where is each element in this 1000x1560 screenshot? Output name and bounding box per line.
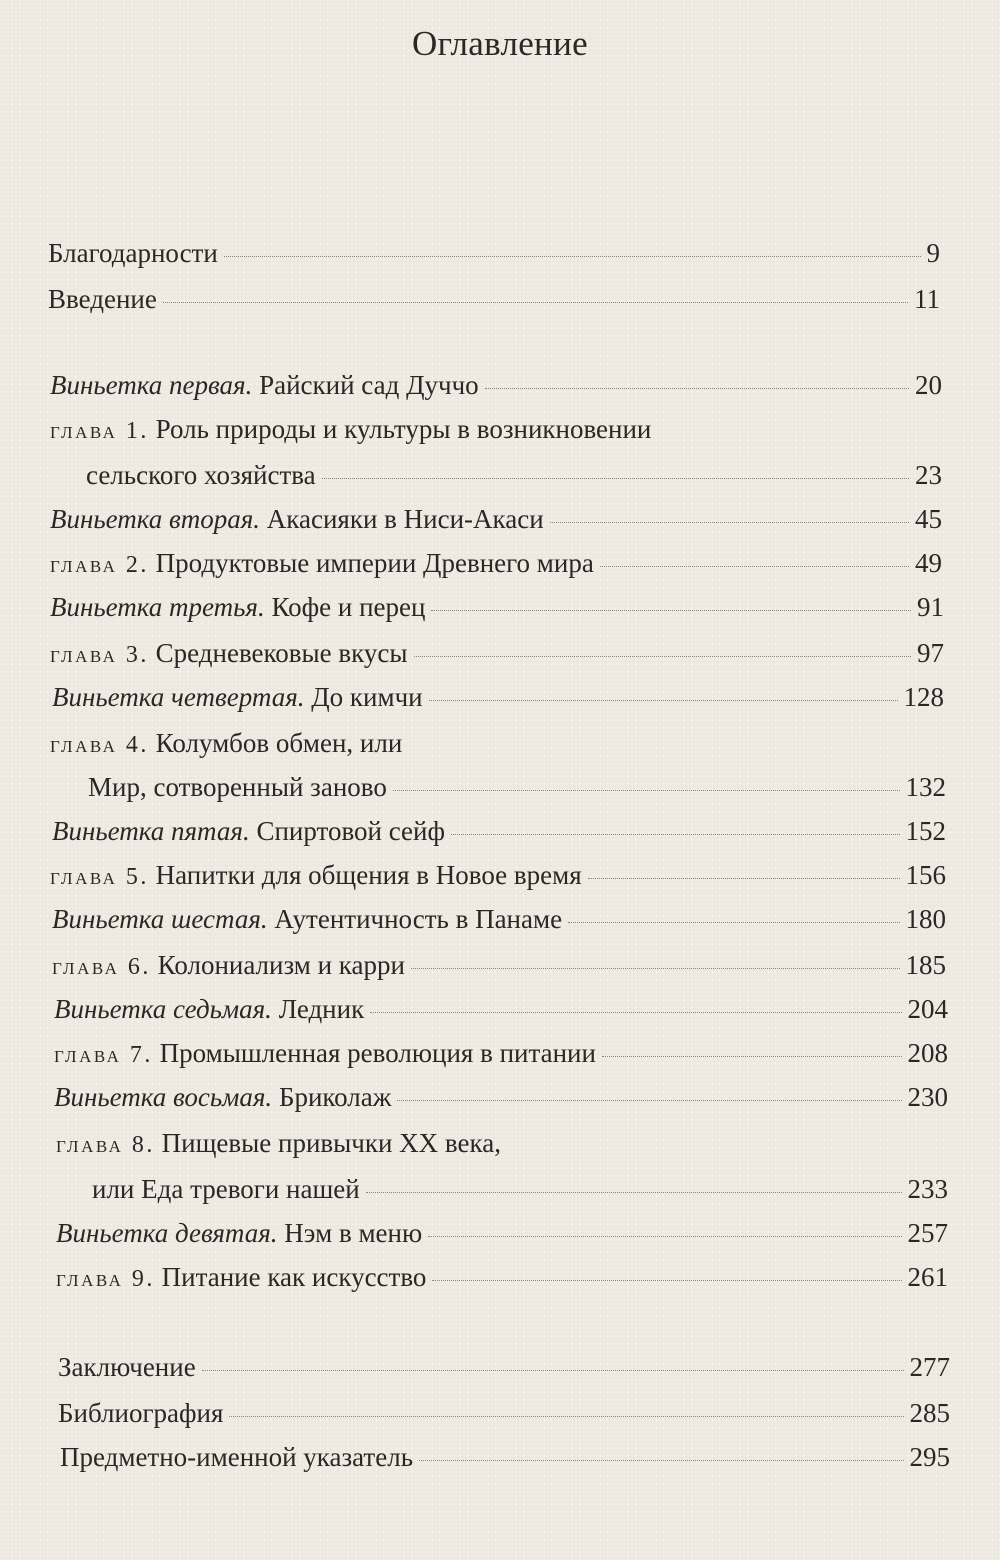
dot-leader <box>568 922 899 923</box>
entry-title: Аутентичность в Панаме <box>274 904 563 934</box>
dot-leader <box>602 1056 902 1057</box>
page-number: 204 <box>907 994 948 1024</box>
toc-entry-conclusion[interactable] <box>58 1350 950 1384</box>
page-number: 128 <box>903 682 944 712</box>
entry-title: Средневековые вкусы <box>155 638 408 668</box>
toc-entry-chapter-4-line1[interactable] <box>50 726 944 760</box>
toc-entry-label <box>52 902 562 936</box>
toc-entry-label <box>48 236 218 270</box>
entry-title: Райский сад Дуччо <box>259 370 479 400</box>
toc-entry-label <box>50 726 402 762</box>
entry-title: сельского хозяйства <box>86 460 316 490</box>
toc-entry-chapter-9[interactable] <box>56 1260 948 1294</box>
toc-entry-index[interactable] <box>60 1440 950 1474</box>
toc-entry-chapter-4-line2[interactable] <box>88 770 946 804</box>
toc-entry-label <box>52 680 423 714</box>
toc-entry-label <box>48 282 157 316</box>
toc-entry-label <box>56 1126 501 1162</box>
entry-title: Спиртовой сейф <box>256 816 445 846</box>
entry-title: Бриколаж <box>278 1082 392 1112</box>
toc-entry-chapter-6[interactable] <box>52 948 946 982</box>
dot-leader <box>419 1460 903 1461</box>
vignette-label: Виньетка девятая. <box>56 1218 278 1248</box>
page-number: 156 <box>905 860 946 890</box>
entry-title: Мир, сотворенный заново <box>88 772 387 802</box>
dot-leader <box>428 1236 901 1237</box>
toc-entry-acknowledgements[interactable] <box>48 236 940 270</box>
page-number: 257 <box>907 1218 948 1248</box>
entry-title: Колониализм и карри <box>157 950 405 980</box>
entry-title: Промышленная революция в питании <box>159 1038 596 1068</box>
page-number: 20 <box>915 370 942 400</box>
page-number: 295 <box>909 1442 950 1472</box>
page-number: 208 <box>907 1038 948 1068</box>
chapter-number: глава 7. <box>54 1042 153 1068</box>
page-number: 11 <box>914 284 940 314</box>
entry-title: Библиография <box>58 1398 224 1428</box>
dot-leader <box>411 968 900 969</box>
toc-entry-label <box>50 502 544 536</box>
chapter-number: глава 5. <box>50 864 149 890</box>
toc-entry-label <box>54 1080 391 1114</box>
entry-title: Напитки для общения в Новое время <box>155 860 582 890</box>
toc-entry-bibliography[interactable] <box>58 1396 950 1430</box>
entry-title: Питание как искусство <box>161 1262 427 1292</box>
entry-title: Благодарности <box>48 238 218 268</box>
page-number: 91 <box>917 592 944 622</box>
dot-leader <box>429 700 898 701</box>
dot-leader <box>431 610 911 611</box>
page-number: 233 <box>907 1174 948 1204</box>
toc-entry-chapter-3[interactable] <box>50 636 944 670</box>
entry-title: Акасияки в Ниси-Акаси <box>266 504 544 534</box>
page-number: 23 <box>915 460 942 490</box>
toc-entry-chapter-8-line2[interactable] <box>92 1172 948 1206</box>
toc-entry-label <box>60 1440 413 1474</box>
toc-entry-vignette-2[interactable] <box>50 502 942 536</box>
vignette-label: Виньетка первая. <box>50 370 253 400</box>
dot-leader <box>485 388 909 389</box>
toc-entry-label <box>54 1036 596 1072</box>
page-title: Оглавление <box>412 24 588 63</box>
chapter-number: глава 1. <box>50 418 149 444</box>
page-number: 180 <box>905 904 946 934</box>
toc-entry-label <box>58 1350 196 1384</box>
entry-title: До кимчи <box>311 682 423 712</box>
chapter-number: глава 6. <box>52 954 151 980</box>
toc-entry-chapter-8-line1[interactable] <box>56 1126 948 1160</box>
dot-leader <box>163 302 908 303</box>
toc-entry-vignette-4[interactable] <box>52 680 944 714</box>
page-number: 49 <box>915 548 942 578</box>
dot-leader <box>588 878 900 879</box>
dot-leader <box>451 834 900 835</box>
toc-entry-vignette-9[interactable] <box>56 1216 948 1250</box>
vignette-label: Виньетка седьмая. <box>54 994 272 1024</box>
toc-entry-label <box>58 1396 223 1430</box>
entry-title: Ледник <box>278 994 365 1024</box>
page-number: 230 <box>907 1082 948 1112</box>
toc-entry-label <box>56 1260 426 1296</box>
toc-entry-chapter-5[interactable] <box>50 858 946 892</box>
page-number: 277 <box>909 1352 950 1382</box>
toc-entry-chapter-1-line2[interactable] <box>86 458 942 492</box>
page-number: 45 <box>915 504 942 534</box>
toc-entry-label <box>54 992 364 1026</box>
dot-leader <box>370 1012 901 1013</box>
dot-leader <box>224 256 921 257</box>
toc-entry-introduction[interactable] <box>48 282 940 316</box>
entry-title: Пищевые привычки XX века, <box>161 1128 501 1158</box>
dot-leader <box>432 1280 901 1281</box>
dot-leader <box>202 1370 904 1371</box>
toc-entry-label <box>50 412 651 448</box>
chapter-number: глава 9. <box>56 1266 155 1292</box>
entry-title: Продуктовые империи Древнего мира <box>155 548 594 578</box>
toc-entry-label <box>52 948 405 984</box>
entry-title: Роль природы и культуры в возникновении <box>155 414 652 444</box>
page-number: 9 <box>926 238 940 268</box>
chapter-number: глава 3. <box>50 642 149 668</box>
toc-entry-label <box>50 546 594 582</box>
page-number: 152 <box>905 816 946 846</box>
dot-leader <box>550 522 909 523</box>
page-number: 261 <box>907 1262 948 1292</box>
chapter-number: глава 4. <box>50 732 149 758</box>
entry-title: или Еда тревоги нашей <box>92 1174 360 1204</box>
chapter-number: глава 2. <box>50 552 149 578</box>
toc-entry-vignette-5[interactable] <box>52 814 946 848</box>
entry-title: Предметно-именной указатель <box>60 1442 414 1472</box>
dot-leader <box>229 1416 903 1417</box>
vignette-label: Виньетка третья. <box>50 592 265 622</box>
toc-entry-label <box>56 1216 422 1250</box>
page-number: 185 <box>905 950 946 980</box>
entry-title: Кофе и перец <box>271 592 426 622</box>
dot-leader <box>366 1192 902 1193</box>
entry-title: Введение <box>48 284 157 314</box>
vignette-label: Виньетка восьмая. <box>54 1082 273 1112</box>
toc-entry-label <box>50 858 582 894</box>
dot-leader <box>322 478 909 479</box>
toc-entry-chapter-1-line1[interactable] <box>50 412 942 446</box>
toc-entry-label <box>92 1172 360 1206</box>
page-number: 132 <box>905 772 946 802</box>
toc-entry-vignette-1[interactable] <box>50 368 942 402</box>
toc-entry-chapter-2[interactable] <box>50 546 942 580</box>
dot-leader <box>414 656 911 657</box>
toc-entry-chapter-7[interactable] <box>54 1036 948 1070</box>
entry-title: Колумбов обмен, или <box>155 728 403 758</box>
vignette-label: Виньетка шестая. <box>52 904 268 934</box>
toc-entry-label <box>50 636 408 672</box>
entry-title: Нэм в меню <box>284 1218 423 1248</box>
toc-entry-vignette-8[interactable] <box>54 1080 948 1114</box>
vignette-label: Виньетка пятая. <box>52 816 250 846</box>
toc-entry-label <box>52 814 445 848</box>
toc-entry-vignette-3[interactable] <box>50 590 944 624</box>
toc-entry-label <box>88 770 387 804</box>
vignette-label: Виньетка четвертая. <box>52 682 305 712</box>
page-number: 97 <box>917 638 944 668</box>
dot-leader <box>393 790 900 791</box>
vignette-label: Виньетка вторая. <box>50 504 261 534</box>
dot-leader <box>397 1100 901 1101</box>
toc-entry-label <box>50 368 479 402</box>
toc-entry-vignette-7[interactable] <box>54 992 948 1026</box>
dot-leader <box>600 566 909 567</box>
toc-entry-vignette-6[interactable] <box>52 902 946 936</box>
toc-entry-label <box>50 590 425 624</box>
entry-title: Заключение <box>58 1352 196 1382</box>
page-number: 285 <box>909 1398 950 1428</box>
chapter-number: глава 8. <box>56 1132 155 1158</box>
toc-entry-label <box>86 458 316 492</box>
